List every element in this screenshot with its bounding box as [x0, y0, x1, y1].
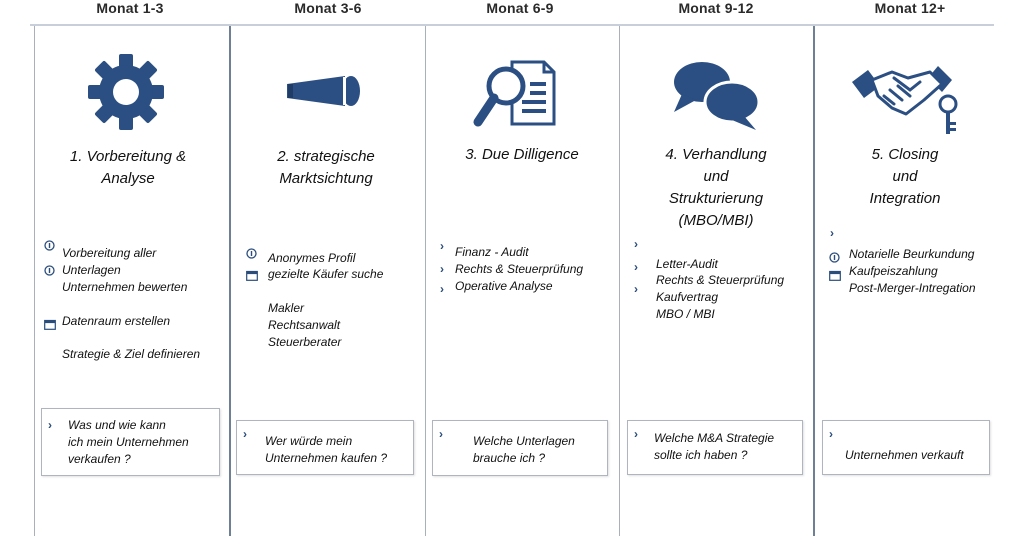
- phase-4-question-box: [627, 420, 803, 475]
- telescope-icon: [285, 72, 369, 110]
- chevron-right-icon: ›: [634, 260, 638, 274]
- month-header-3: Monat 6-9: [486, 0, 554, 16]
- phase-2-item: Rechtsanwalt: [268, 318, 341, 332]
- phase-4-title: 4. Verhandlung und Strukturierung (MBO/MBI): [665, 146, 767, 229]
- handshake-key-icon: [850, 56, 966, 138]
- phase-3-question-box: [432, 420, 608, 476]
- phase-3-question: Welche Unterlagen brauche ich ?: [473, 434, 575, 465]
- chevron-right-icon: ›: [634, 237, 638, 251]
- info-circle-icon: [829, 250, 840, 268]
- phase-2-item: Steuerberater: [268, 335, 342, 349]
- phase-1-item: Strategie & Ziel definieren: [62, 347, 201, 361]
- column-divider: [619, 26, 620, 536]
- chevron-right-icon: ›: [440, 239, 444, 253]
- phase-1-title: 1. Vorbereitung & Analyse: [69, 148, 187, 187]
- calendar-icon: [829, 268, 841, 286]
- document-search-icon: [470, 56, 560, 132]
- phase-1-question-box: [41, 408, 220, 476]
- phase-2-item: Anonymes Profil: [268, 251, 356, 265]
- header-rule: [30, 24, 994, 26]
- phase-1-question: Was und wie kann ich mein Unternehmen verkaufen ?: [68, 418, 189, 466]
- chevron-right-icon: ›: [48, 418, 52, 432]
- info-circle-icon: [246, 246, 257, 264]
- phase-4-question: Welche M&A Strategie sollte ich haben ?: [654, 431, 775, 462]
- phase-3-item: Rechts & Steuerprüfung: [455, 262, 584, 276]
- chevron-right-icon: ›: [830, 226, 834, 240]
- phase-2-question-box: [236, 420, 414, 475]
- chevron-right-icon: ›: [634, 282, 638, 296]
- calendar-icon: [44, 317, 56, 335]
- chevron-right-icon: ›: [440, 262, 444, 276]
- phase-3-item: Operative Analyse: [455, 279, 553, 293]
- phase-5-item: Kaufpeiszahlung: [849, 264, 938, 278]
- chevron-right-icon: ›: [634, 427, 638, 441]
- phase-4-item: MBO / MBI: [656, 307, 715, 321]
- month-header-5: Monat 12+: [874, 0, 946, 16]
- column-divider: [813, 26, 815, 536]
- phase-4-item: Kaufvertrag: [656, 290, 719, 304]
- month-header-1: Monat 1-3: [96, 0, 164, 16]
- info-circle-icon: [44, 263, 55, 281]
- gear-icon: [86, 52, 166, 132]
- calendar-icon: [246, 268, 258, 286]
- month-header-4: Monat 9-12: [678, 0, 754, 16]
- chevron-right-icon: ›: [829, 427, 833, 441]
- phase-3-item: Finanz - Audit: [455, 245, 529, 259]
- phase-2-item: Makler: [268, 301, 305, 315]
- phase-1-item: Vorbereitung aller: [62, 246, 157, 260]
- chevron-right-icon: ›: [439, 427, 443, 441]
- chevron-right-icon: ›: [440, 282, 444, 296]
- info-circle-icon: [44, 238, 55, 256]
- phase-1-item: Unterlagen: [62, 263, 121, 277]
- chevron-right-icon: ›: [243, 427, 247, 441]
- phase-2-item: gezielte Käufer suche: [268, 267, 384, 281]
- phase-4-item: Rechts & Steuerprüfung: [656, 273, 785, 287]
- month-header-2: Monat 3-6: [294, 0, 362, 16]
- phase-5-item: Post-Merger-Intregation: [849, 281, 976, 295]
- column-divider: [34, 26, 35, 536]
- phase-4-item: Letter-Audit: [656, 257, 718, 271]
- phase-5-question: Unternehmen verkauft: [845, 448, 964, 462]
- phase-5-title: 5. Closing und Integration: [869, 146, 941, 207]
- phase-3-title: 3. Due Dilligence: [465, 146, 579, 163]
- phase-1-item: Datenraum erstellen: [62, 314, 171, 328]
- phase-5-question-box: [822, 420, 990, 475]
- column-divider: [425, 26, 426, 536]
- speech-bubbles-icon: [672, 58, 762, 132]
- phase-2-title: 2. strategische Marktsichtung: [277, 148, 375, 187]
- phase-2-question: Wer würde mein Unternehmen kaufen ?: [265, 434, 388, 465]
- column-divider: [229, 26, 231, 536]
- phase-5-item: Notarielle Beurkundung: [849, 247, 975, 261]
- phase-1-item: Unternehmen bewerten: [62, 280, 188, 294]
